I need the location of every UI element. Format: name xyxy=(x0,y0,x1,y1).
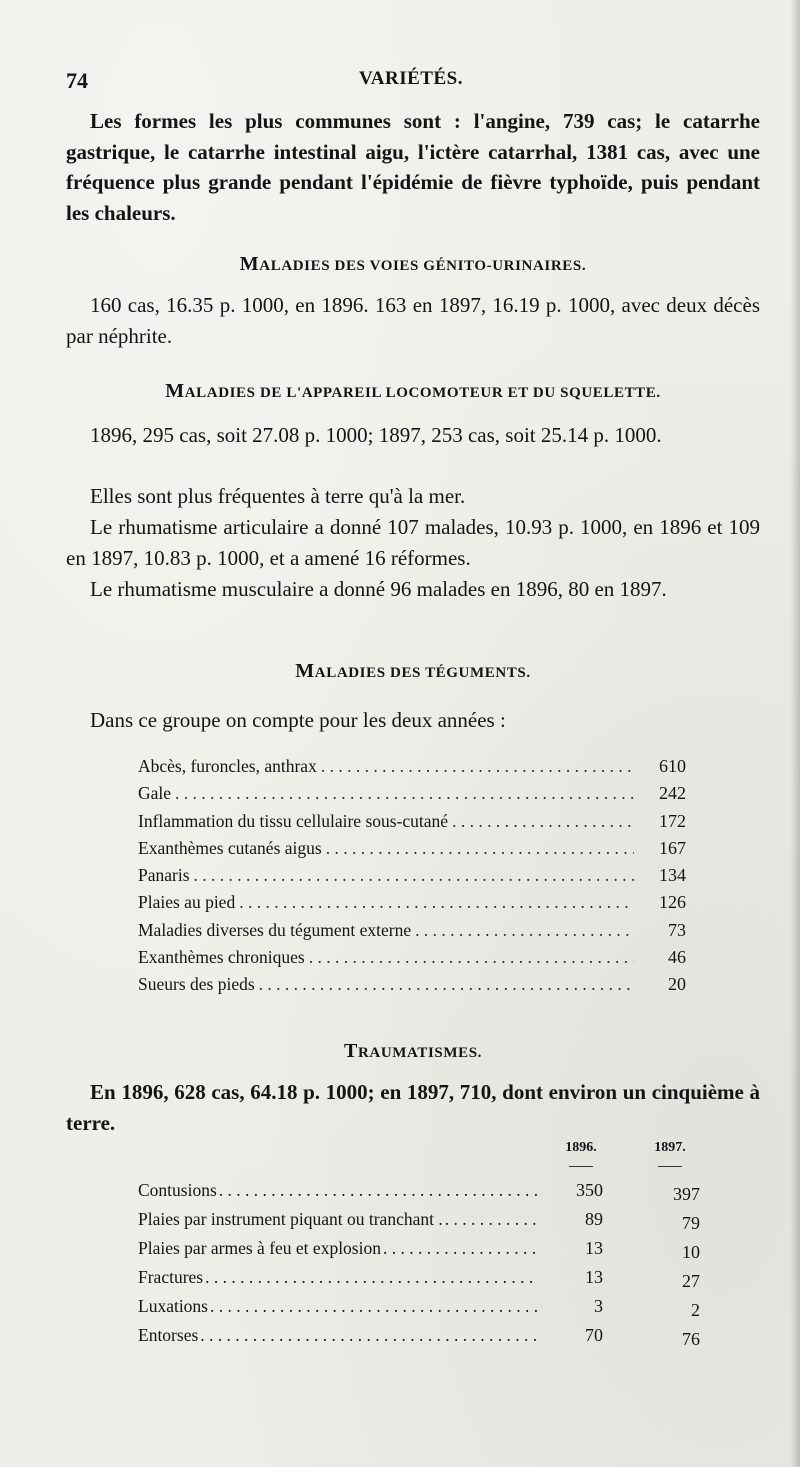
locomoteur-paragraph-2: Elles sont plus fréquentes à terre qu'à la mer. xyxy=(90,484,466,508)
intro-paragraph: Les formes les plus communes sont : l'angine, 739 cas; le catarrhe gastrique, le catarrhe intestinal aigu, l'ictère catarrhal, 1381 cas, avec une fréquence plus grande pendant l'épidémie de fièvre typhoïde, puis pendant les chaleurs. xyxy=(66,109,760,225)
teguments-intro: Dans ce groupe on compte pour les deux années : xyxy=(90,708,506,732)
section-heading-teguments: MALADIES DES TÉGUMENTS. xyxy=(295,660,531,682)
column-header-1897: 1897. xyxy=(654,1140,686,1155)
section-heading-appareil-locomoteur: MALADIES DE L'APPAREIL LOCOMOTEUR ET DU SQUELETTE. xyxy=(165,380,661,402)
running-title: VARIÉTÉS. xyxy=(359,68,463,89)
table-row: Luxations . . . 3 2 xyxy=(138,1296,718,1325)
table-row: Plaies par armes à feu et explosion . . . 13 10 xyxy=(138,1238,718,1267)
genito-paragraph: 160 cas, 16.35 p. 1000, en 1896. 163 en 1897, 16.19 p. 1000, avec deux décès par néphrite. xyxy=(66,293,760,348)
column-rule xyxy=(569,1166,593,1167)
list-item: Maladies diverses du tégument externe . . . 73 xyxy=(138,920,686,947)
list-item: Exanthèmes cutanés aigus . . . 167 xyxy=(138,838,686,865)
locomoteur-paragraph-1: 1896, 295 cas, soit 27.08 p. 1000; 1897, 253 cas, soit 25.14 p. 1000. xyxy=(90,423,662,447)
list-item: Sueurs des pieds . . . 20 xyxy=(138,974,686,1001)
locomoteur-paragraph-4: Le rhumatisme musculaire a donné 96 malades en 1896, 80 en 1897. xyxy=(90,577,667,601)
traumatismes-paragraph: En 1896, 628 cas, 64.18 p. 1000; en 1897, 710, dont environ un cinquième à terre. xyxy=(66,1080,760,1135)
column-rule xyxy=(658,1166,682,1167)
list-item: Panaris . . . 134 xyxy=(138,865,686,892)
teguments-list xyxy=(138,756,686,1002)
locomoteur-paragraph-3: Le rhumatisme articulaire a donné 107 malades, 10.93 p. 1000, en 1896 et 109 en 1897, 10.83 p. 1000, et a amené 16 réformes. xyxy=(66,515,760,570)
table-row: Fractures . . . 13 27 xyxy=(138,1267,718,1296)
page-edge-shadow xyxy=(790,0,800,1467)
table-row: Entorses . . . 70 76 xyxy=(138,1325,718,1354)
table-header xyxy=(138,1140,718,1180)
list-item: Gale . . . 242 xyxy=(138,783,686,810)
section-heading-traumatismes: TRAUMATISMES. xyxy=(344,1040,482,1062)
list-item: Exanthèmes chroniques . . . 46 xyxy=(138,947,686,974)
table-row: Contusions . . . 350 397 xyxy=(138,1180,718,1209)
table-row: Plaies par instrument piquant ou tranchant . . . . 89 79 xyxy=(138,1209,718,1238)
list-item: Abcès, furoncles, anthrax . . . 610 xyxy=(138,756,686,783)
section-heading-genito-urinaires: MALADIES DES VOIES GÉNITO-URINAIRES. xyxy=(239,253,587,275)
list-item: Inflammation du tissu cellulaire sous-cutané . . . 172 xyxy=(138,811,686,838)
list-item: Plaies au pied . . . 126 xyxy=(138,892,686,919)
page-header xyxy=(66,68,756,94)
traumatismes-table xyxy=(138,1140,718,1354)
column-header-1896: 1896. xyxy=(565,1140,597,1155)
page-number: 74 xyxy=(66,68,88,93)
